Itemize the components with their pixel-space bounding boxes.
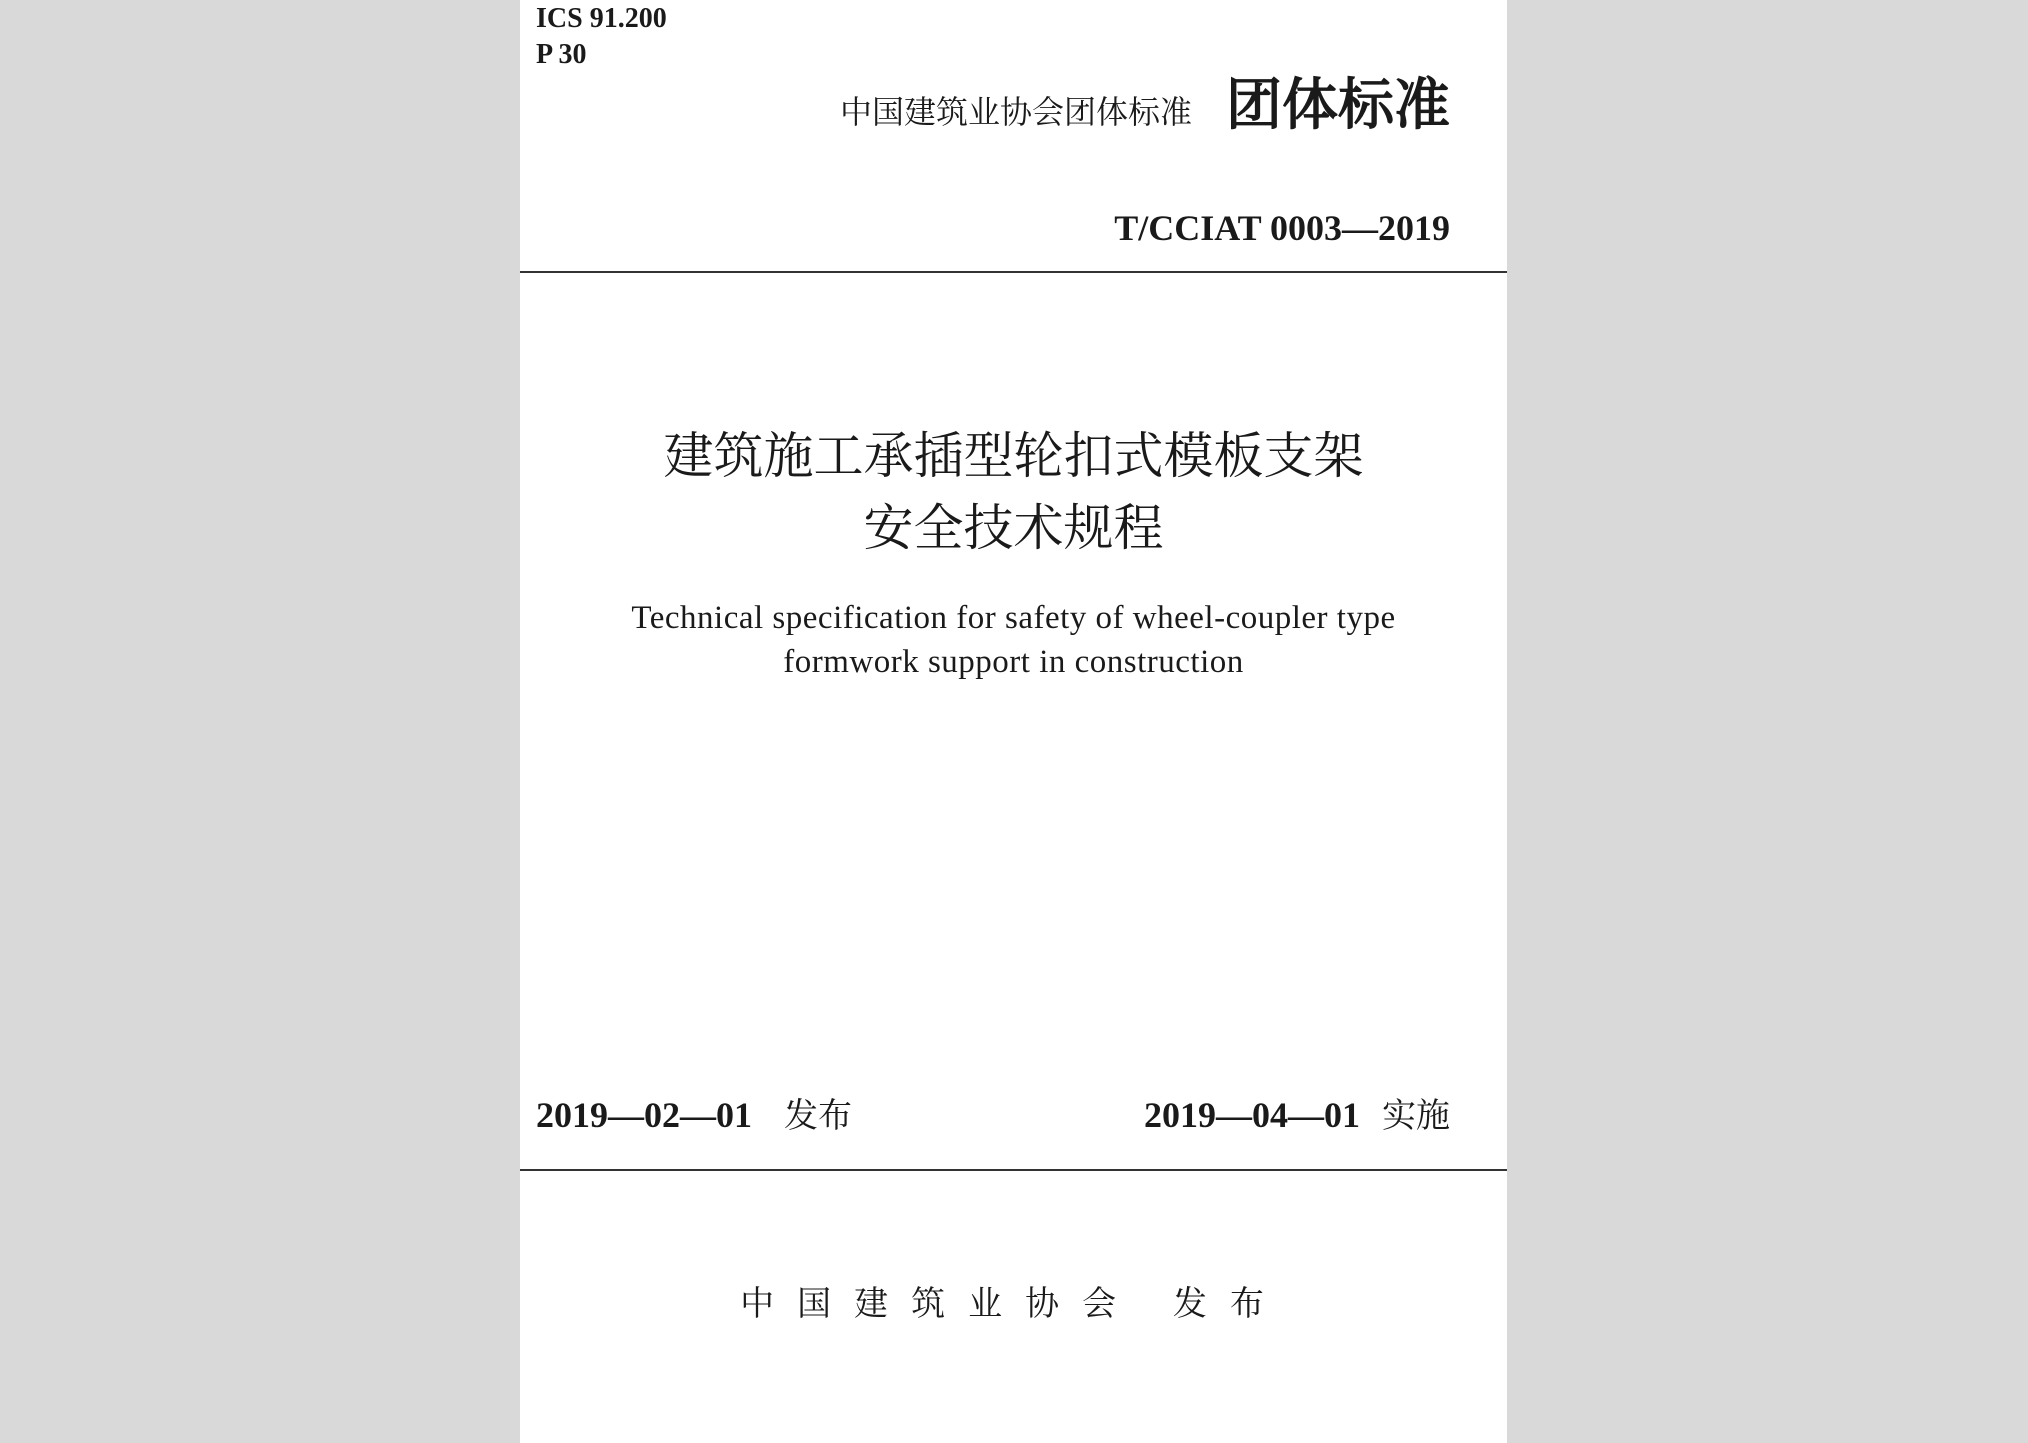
title-english-line-1: Technical specification for safety of wheel-coupler type — [631, 600, 1396, 636]
standard-type: 团体标准 — [1226, 73, 1450, 138]
standard-cover-page — [520, 0, 1507, 1443]
implementation-date: 2019—04—01 — [1144, 1095, 1360, 1135]
issue-date: 2019—02—01 — [536, 1095, 752, 1135]
classification-code: P 30 — [536, 39, 587, 70]
title-english — [520, 596, 1507, 684]
title-chinese-line-2: 安全技术规程 — [863, 500, 1164, 556]
top-divider — [520, 271, 1507, 273]
title-chinese — [520, 420, 1507, 564]
ics-code: ICS 91.200 — [536, 3, 667, 34]
org-standard-header — [840, 68, 1450, 138]
title-chinese-line-1: 建筑施工承插型轮扣式模板支架 — [663, 428, 1364, 484]
standard-number: T/CCIAT 0003—2019 — [1114, 208, 1450, 248]
implementation-label: 实施 — [1382, 1096, 1450, 1136]
issue-date-block — [536, 1093, 852, 1138]
implementation-date-block — [1144, 1093, 1450, 1138]
title-english-line-2: formwork support in construction — [783, 644, 1244, 680]
publisher: 中国建筑业协会 发布 — [740, 1284, 1287, 1324]
bottom-divider — [520, 1169, 1507, 1171]
issue-label: 发布 — [784, 1096, 852, 1136]
org-standard-label: 中国建筑业协会团体标准 — [839, 93, 1192, 131]
